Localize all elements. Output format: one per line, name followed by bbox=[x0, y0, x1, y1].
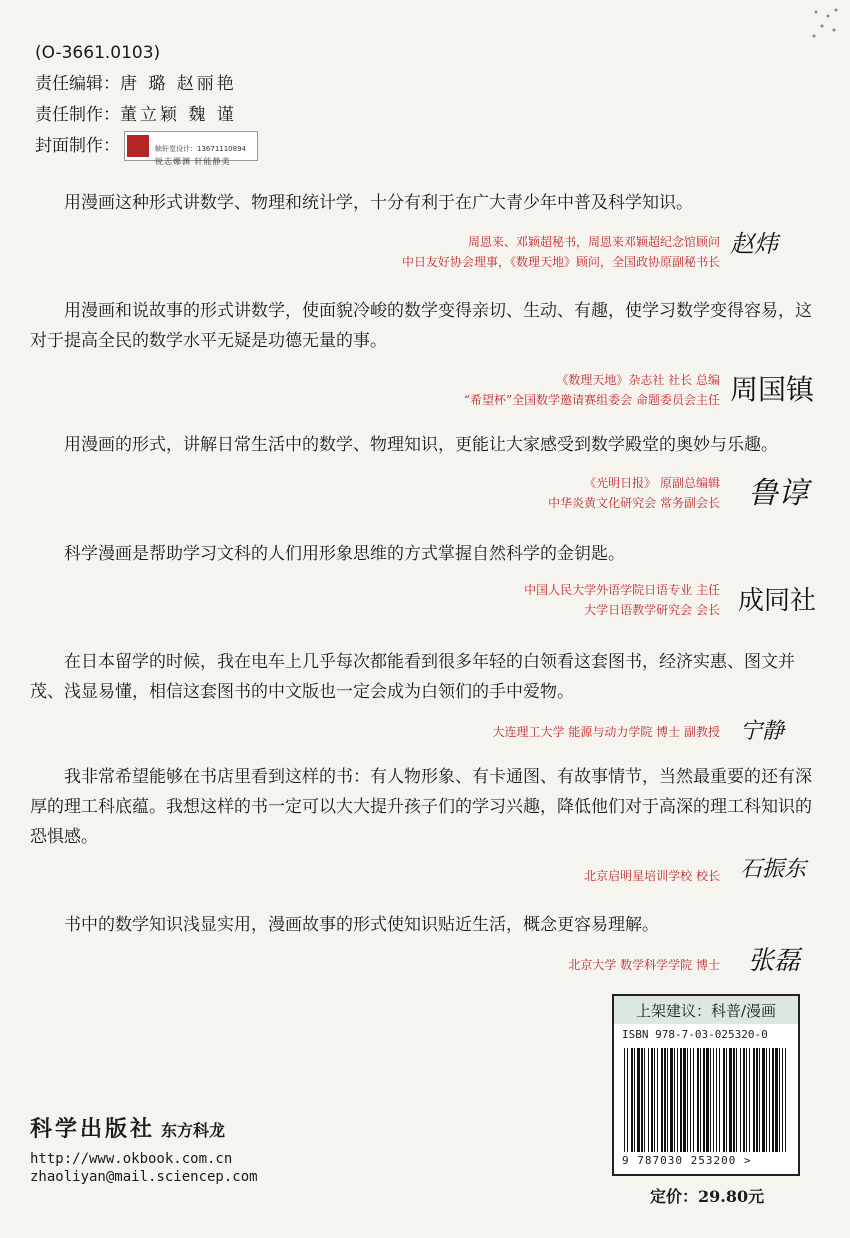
price: 定价：29.80元 bbox=[650, 1187, 765, 1206]
barcode-bar bbox=[690, 1048, 691, 1152]
barcode-bar bbox=[648, 1048, 649, 1152]
barcode-bar bbox=[661, 1048, 663, 1152]
barcode-bar bbox=[700, 1048, 701, 1152]
barcode-bar bbox=[644, 1048, 645, 1152]
barcode-box bbox=[612, 1024, 800, 1176]
attribution-line: 《数理天地》杂志社 社长 总编 bbox=[556, 373, 720, 387]
barcode-bar bbox=[667, 1048, 668, 1152]
barcode-bar bbox=[687, 1048, 688, 1152]
barcode-bar bbox=[749, 1048, 750, 1152]
barcode-bar bbox=[697, 1048, 699, 1152]
barcode-bar bbox=[756, 1048, 758, 1152]
barcode-bar bbox=[716, 1048, 717, 1152]
barcode-bar bbox=[710, 1048, 711, 1152]
production-label: 责任制作： bbox=[35, 105, 120, 125]
barcode-bar bbox=[785, 1048, 786, 1152]
corner-dots-icon bbox=[806, 4, 846, 44]
attribution-line: 大学日语教学研究会 会长 bbox=[584, 603, 720, 617]
attribution-line: 大连理工大学 能源与动力学院 博士 副教授 bbox=[492, 725, 720, 739]
barcode-bar bbox=[703, 1048, 705, 1152]
barcode-bar bbox=[624, 1048, 625, 1152]
barcode-bar bbox=[713, 1048, 714, 1152]
signature: 赵炜 bbox=[730, 230, 778, 258]
barcode-bar bbox=[654, 1048, 655, 1152]
cover-label: 封面制作： bbox=[35, 136, 120, 156]
signature: 周国镇 bbox=[730, 373, 815, 406]
quote-text: 在日本留学的时候，我在电车上几乎每次都能看到很多年轻的白领看这套图书，经济实惠、图文并茂、浅显易懂，相信这套图书的中文版也一定会成为白领们的手中爱物。 bbox=[30, 652, 795, 702]
signature: 石振东 bbox=[740, 857, 807, 882]
barcode-bar bbox=[723, 1048, 725, 1152]
attribution-line: 中日友好协会理事，《数理天地》顾问，全国政协原副秘书长 bbox=[401, 255, 720, 269]
barcode-bar bbox=[766, 1048, 767, 1152]
barcode-bar bbox=[775, 1048, 778, 1152]
quote-2-attribution bbox=[464, 370, 720, 410]
barcode-bar bbox=[627, 1048, 628, 1152]
barcode-bar bbox=[762, 1048, 765, 1152]
shelf-suggestion: 上架建议：科普/漫画 bbox=[612, 994, 800, 1028]
publisher-block bbox=[30, 1112, 225, 1143]
barcode-bar bbox=[664, 1048, 666, 1152]
attribution-line: 北京大学 数学科学学院 博士 bbox=[568, 958, 720, 972]
barcode-bar bbox=[772, 1048, 774, 1152]
signature: 成同社 bbox=[738, 586, 817, 616]
quote-7 bbox=[30, 910, 825, 940]
publisher-email: zhaoliyan@mail.sciencep.com bbox=[30, 1169, 258, 1185]
barcode-bar bbox=[693, 1048, 694, 1152]
barcode-bar bbox=[631, 1048, 633, 1152]
barcode-bar bbox=[736, 1048, 737, 1152]
quote-text: 书中的数学知识浅显实用，漫画故事的形式使知识贴近生活，概念更容易理解。 bbox=[64, 915, 659, 935]
barcode-bar bbox=[677, 1048, 678, 1152]
credits-block bbox=[35, 38, 258, 166]
editor-label: 责任编辑： bbox=[35, 74, 120, 94]
barcode-bar bbox=[769, 1048, 770, 1152]
barcode-bar bbox=[641, 1048, 643, 1152]
publisher-url: http://www.okbook.com.cn bbox=[30, 1151, 233, 1167]
attribution-line: 中国人民大学外语学院日语专业 主任 bbox=[524, 583, 720, 597]
barcode-bar bbox=[726, 1048, 727, 1152]
cover-line bbox=[35, 131, 258, 166]
barcode-bar bbox=[706, 1048, 709, 1152]
publisher-contacts bbox=[30, 1150, 258, 1186]
quote-text: 用漫画和说故事的形式讲数学，使面貌冷峻的数学变得亲切、生动、有趣，使学习数学变得容易，这对于提高全民的数学水平无疑是功德无量的事。 bbox=[30, 301, 812, 351]
barcode-bar bbox=[683, 1048, 686, 1152]
quote-3 bbox=[30, 430, 825, 460]
barcode-bar bbox=[782, 1048, 783, 1152]
barcode-bar bbox=[746, 1048, 747, 1152]
barcode-bar bbox=[729, 1048, 732, 1152]
barcode-bar bbox=[779, 1048, 780, 1152]
barcode-bar bbox=[674, 1048, 675, 1152]
production-names: 董立颖 魏 谨 bbox=[120, 105, 237, 125]
quote-1-attribution bbox=[402, 232, 720, 272]
barcode-icon bbox=[624, 1048, 788, 1152]
publisher-logo: 科学出版社 bbox=[30, 1116, 156, 1142]
attribution-line: 周恩来、邓颖超秘书，周恩来邓颖超纪念馆顾问 bbox=[467, 235, 720, 249]
signature: 宁静 bbox=[740, 719, 785, 744]
attribution-line: “希望杯”全国数学邀请赛组委会 命题委员会主任 bbox=[463, 393, 720, 407]
quote-7-attribution bbox=[568, 955, 720, 975]
quote-1 bbox=[30, 188, 825, 218]
barcode-bar bbox=[637, 1048, 640, 1152]
editor-line bbox=[35, 69, 258, 100]
quote-text: 用漫画这种形式讲数学、物理和统计学，十分有利于在广大青少年中普及科学知识。 bbox=[64, 193, 693, 213]
barcode-bar bbox=[651, 1048, 653, 1152]
quote-5 bbox=[30, 647, 825, 707]
editor-names: 唐 璐 赵丽艳 bbox=[120, 74, 237, 94]
barcode-bar bbox=[670, 1048, 673, 1152]
barcode-bar bbox=[740, 1048, 741, 1152]
cover-designer-badge bbox=[124, 131, 258, 166]
quote-text: 我非常希望能够在书店里看到这样的书：有人物形象、有卡通图、有故事情节，当然最重要的还有深厚的理工科底蕴。我想这样的书一定可以大大提升孩子们的学习兴趣，降低他们对于高深的理工科知识的恐惧感。 bbox=[30, 767, 812, 847]
quote-5-attribution bbox=[493, 722, 720, 742]
barcode-bar bbox=[753, 1048, 755, 1152]
quote-4 bbox=[30, 539, 825, 569]
cover-badge-line2: 锐志娜渊 轩能静美 bbox=[155, 157, 231, 166]
quote-text: 用漫画的形式，讲解日常生活中的数学、物理知识，更能让大家感受到数学殿堂的奥妙与乐趣。 bbox=[64, 435, 778, 455]
quote-3-attribution bbox=[548, 473, 720, 513]
seal-icon bbox=[127, 135, 149, 157]
isbn-number: ISBN 978-7-03-025320-0 bbox=[622, 1028, 768, 1041]
quote-2 bbox=[30, 296, 825, 356]
attribution-line: 中华炎黄文化研究会 常务副会长 bbox=[548, 496, 720, 510]
barcode-bar bbox=[733, 1048, 735, 1152]
attribution-line: 《光明日报》 原副总编辑 bbox=[584, 476, 720, 490]
barcode-bar bbox=[743, 1048, 745, 1152]
barcode-bar bbox=[719, 1048, 720, 1152]
barcode-bar bbox=[634, 1048, 635, 1152]
signature: 张磊 bbox=[748, 946, 801, 976]
book-code: (O-3661.0103) bbox=[35, 43, 161, 63]
publisher-brand: 东方科龙 bbox=[161, 1121, 226, 1140]
barcode-bar bbox=[657, 1048, 658, 1152]
quote-6 bbox=[30, 762, 825, 852]
quote-4-attribution bbox=[524, 580, 720, 620]
cover-badge-line1: 帧轩堂设计：13671110894 bbox=[155, 145, 246, 153]
quote-6-attribution bbox=[584, 866, 720, 886]
attribution-line: 北京启明星培训学校 校长 bbox=[584, 869, 720, 883]
quote-text: 科学漫画是帮助学习文科的人们用形象思维的方式掌握自然科学的金钥匙。 bbox=[64, 544, 625, 564]
barcode-digits: 9 787030 253200 > bbox=[622, 1154, 752, 1167]
signature: 鲁谆 bbox=[748, 476, 808, 511]
barcode-bar bbox=[759, 1048, 760, 1152]
barcode-bar bbox=[680, 1048, 682, 1152]
production-line bbox=[35, 100, 258, 131]
